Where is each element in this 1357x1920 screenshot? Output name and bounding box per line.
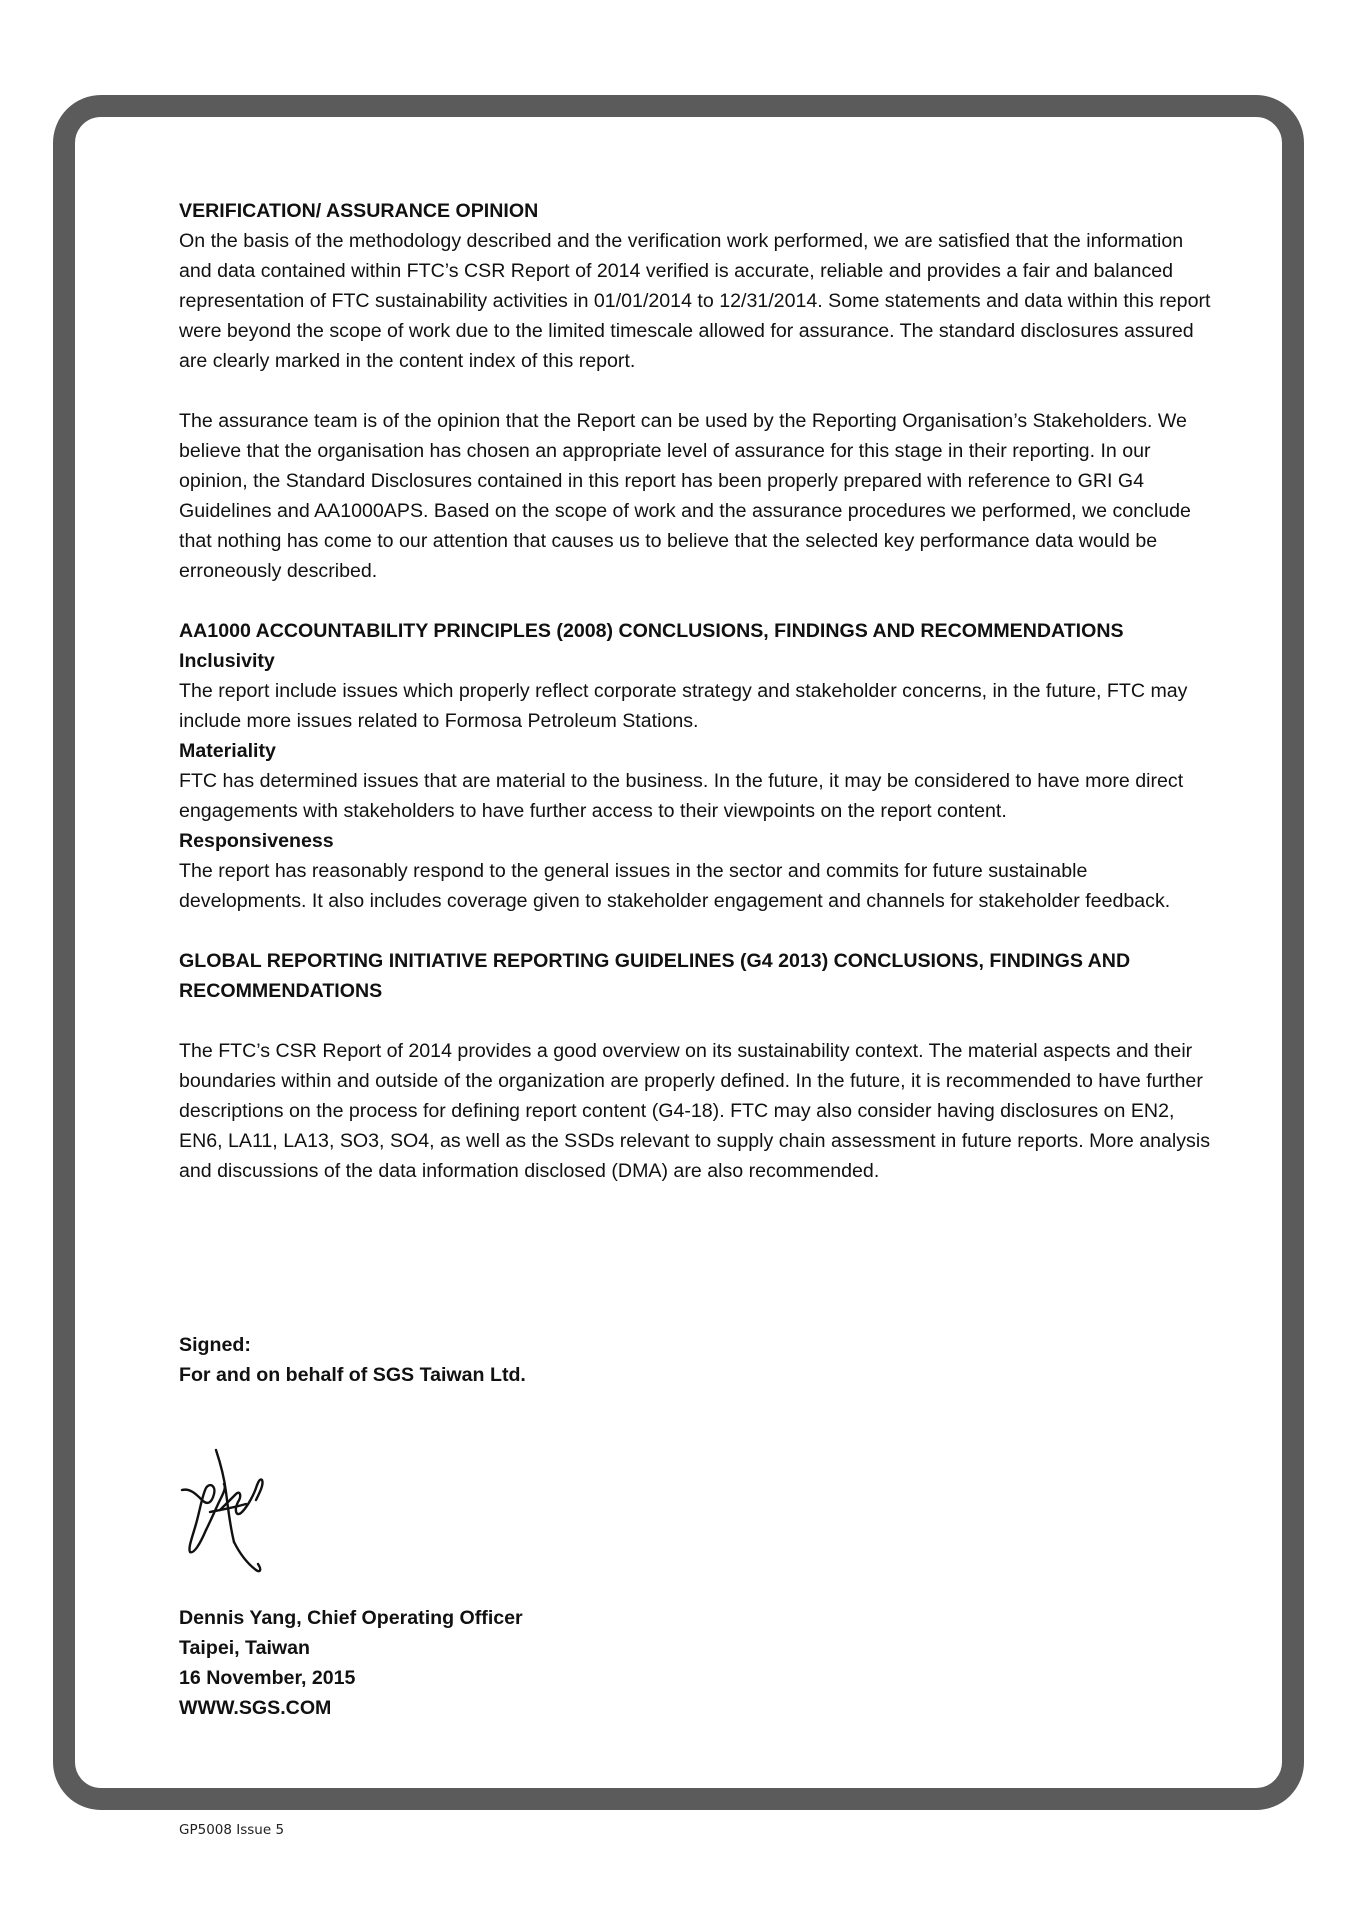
materiality-text: FTC has determined issues that are material to the business. In the future, it may be considered to have more direct engagements with stakeholders to have further access to their viewpoints on the report content. [179,770,1184,822]
signatory-date: 16 November, 2015 [179,1667,356,1689]
handwritten-signature [176,1448,286,1578]
responsiveness-title: Responsiveness [179,830,334,852]
on-behalf-label: For and on behalf of SGS Taiwan Ltd. [179,1364,526,1386]
verification-paragraph-1: On the basis of the methodology described and the verification work performed, we are satisfied that the information and data contained within FTC’s CSR Report of 2014 verified is accurate, reliable and provides a fair and balanced representation of FTC sustainability activities in 01/01/2014 to 12/31/2014. Some statements and data within this report were beyond the scope of work due to the limited timescale allowed for assurance. The standard disclosures assured are clearly marked in the content index of this report. [179,230,1211,372]
spacer [179,916,1219,946]
gri-heading: GLOBAL REPORTING INITIATIVE REPORTING GUIDELINES (G4 2013) CONCLUSIONS, FINDINGS AND RECOMMENDATIONS [179,950,1131,1002]
signatory-name-title: Dennis Yang, Chief Operating Officer [179,1607,523,1629]
responsiveness-text: The report has reasonably respond to the general issues in the sector and commits for future sustainable developments. It also includes coverage given to stakeholder engagement and channels for stakeholder feedback. [179,860,1171,912]
inclusivity-title: Inclusivity [179,650,275,672]
verification-heading: VERIFICATION/ ASSURANCE OPINION [179,200,539,222]
signed-label: Signed: [179,1334,251,1356]
inclusivity-text: The report include issues which properly reflect corporate strategy and stakeholder concerns, in the future, FTC may include more issues related to Formosa Petroleum Stations. [179,680,1188,732]
spacer [179,586,1219,616]
report-body [179,196,1219,1186]
materiality-title: Materiality [179,740,276,762]
signatory-website: WWW.SGS.COM [179,1697,332,1719]
gri-paragraph: The FTC’s CSR Report of 2014 provides a good overview on its sustainability context. The material aspects and their boundaries within and outside of the organization are properly defined. In the future, it is recommended to have further descriptions on the process for defining report content (G4-18). FTC may also consider having disclosures on EN2, EN6, LA11, LA13, SO3, SO4, as well as the SSDs relevant to supply chain assessment in future reports. More analysis and discussions of the data information disclosed (DMA) are also recommended. [179,1040,1210,1182]
signatory-location: Taipei, Taiwan [179,1637,311,1659]
spacer [179,1006,1219,1036]
footer-doc-code: GP5008 Issue 5 [179,1822,285,1838]
aa1000-heading: AA1000 ACCOUNTABILITY PRINCIPLES (2008) CONCLUSIONS, FINDINGS AND RECOMMENDATIONS [179,620,1124,642]
spacer [179,376,1219,406]
verification-paragraph-2: The assurance team is of the opinion that the Report can be used by the Reporting Organisation’s Stakeholders. We believe that the organisation has chosen an appropriate level of assurance for this stage in their reporting. In our opinion, the Standard Disclosures contained in this report has been properly prepared with reference to GRI G4 Guidelines and AA1000APS. Based on the scope of work and the assurance procedures we performed, we conclude that nothing has come to our attention that causes us to believe that the selected key performance data would be erroneously described. [179,410,1191,582]
signed-block [179,1330,879,1390]
signatory-block [179,1603,879,1723]
